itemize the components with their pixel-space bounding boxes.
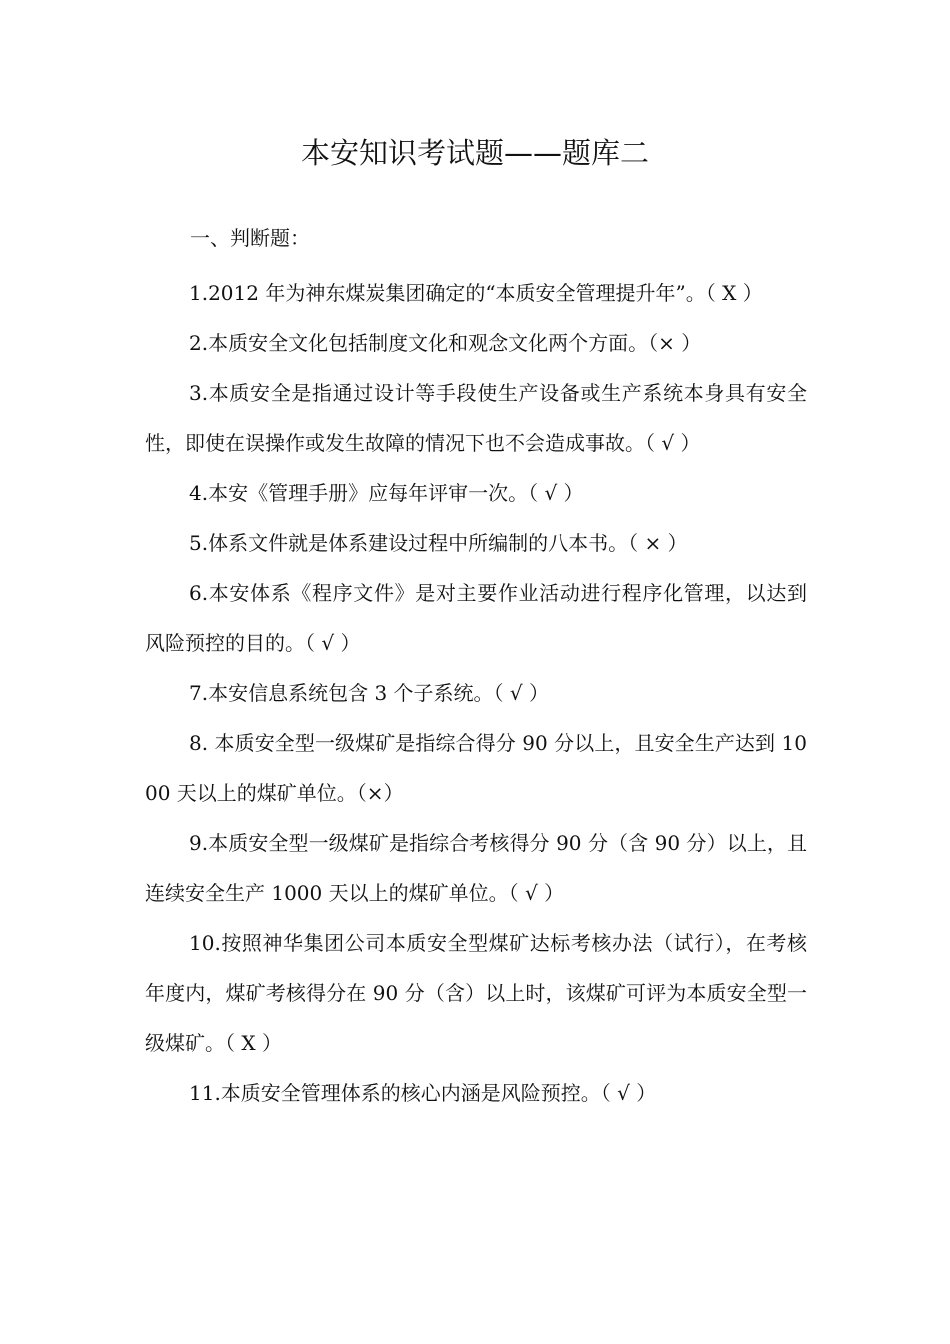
question-item: 10.按照神华集团公司本质安全型煤矿达标考核办法（试行），在考核年度内，煤矿考核得分在 90 分（含）以上时，该煤矿可评为本质安全型一级煤矿。（ X ） <box>145 931 807 1055</box>
question-list <box>145 268 807 1118</box>
question-item: 11.本质安全管理体系的核心内涵是风险预控。（ √ ） <box>189 1081 657 1105</box>
question-item: 7.本安信息系统包含 3 个子系统。（ √ ） <box>189 681 549 705</box>
question-item: 1.2012 年为神东煤炭集团确定的“本质安全管理提升年”。（ X ） <box>189 281 763 305</box>
section-heading: 一、判断题： <box>190 226 310 250</box>
question-item: 4.本安《管理手册》应每年评审一次。（ √ ） <box>189 481 584 505</box>
question-item: 2.本质安全文化包括制度文化和观念文化两个方面。（× ） <box>189 331 702 355</box>
question-item: 6.本安体系《程序文件》是对主要作业活动进行程序化管理，以达到风险预控的目的。（ √ ） <box>145 581 807 655</box>
document-title: 本安知识考试题——题库二 <box>300 136 649 170</box>
question-item: 9.本质安全型一级煤矿是指综合考核得分 90 分（含 90 分）以上，且连续安全生产 1000 天以上的煤矿单位。（ √ ） <box>145 831 807 905</box>
question-item: 3.本质安全是指通过设计等手段使生产设备或生产系统本身具有安全性，即使在误操作或发生故障的情况下也不会造成事故。（ √ ） <box>145 381 807 455</box>
question-item: 5.体系文件就是体系建设过程中所编制的八本书。（ × ） <box>189 531 688 555</box>
question-item: 8. 本质安全型一级煤矿是指综合得分 90 分以上，且安全生产达到 1000 天以上的煤矿单位。（×） <box>145 731 807 805</box>
